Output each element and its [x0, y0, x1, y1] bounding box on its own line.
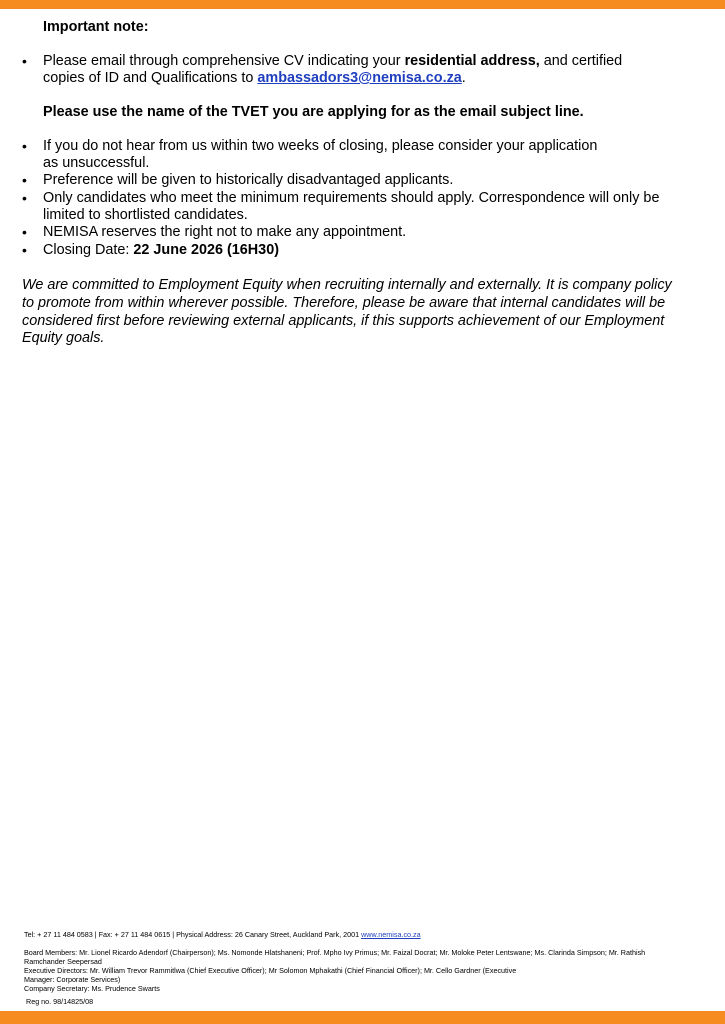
website-link[interactable]: www.nemisa.co.za: [361, 930, 421, 939]
bullet-icon: •: [22, 53, 27, 69]
footer-board-members: Board Members: Mr. Lionel Ricardo Adendorf (Chairperson); Ms. Nomonde Hlatshaneni; Prof. Mpho Ivy Primus; Mr. Faizal Docrat; Mr. Moloke Peter Lentswane; Ms. Clarinda Simpson; Mr. Rathish Ramchander Seepersad Executive Directors: Mr. William Trevor Rammitlwa (Chief Executive Officer); Mr Solomon Mphakathi (Chief Financial Officer); Mr. Cello Gardner (Executive Manager: Corporate Services) Company Secretary: Ms. Prudence Swarts: [24, 948, 646, 993]
footer-contact: Tel: + 27 11 484 0583 | Fax: + 27 11 484 0615 | Physical Address: 26 Canary Street, Auckland Park, 2001 www.nemisa.co.za: [24, 930, 421, 939]
bullet-icon: •: [22, 172, 27, 188]
bullet-icon: •: [22, 190, 27, 206]
footer-registration: Reg no. 98/14825/08: [26, 997, 94, 1006]
bullet-line: copies of ID and Qualifications to ambassadors3@nemisa.co.za.: [43, 70, 466, 86]
bottom-accent-bar: [0, 1011, 725, 1024]
top-accent-bar: [0, 0, 725, 9]
bullet-line: Please email through comprehensive CV indicating your residential address, and certified: [43, 53, 623, 69]
bullet-icon: •: [22, 138, 27, 154]
bullet-icon: •: [22, 242, 27, 258]
important-note-heading: Important note:: [43, 19, 149, 35]
email-link[interactable]: ambassadors3@nemisa.co.za: [257, 70, 462, 86]
closing-date-label: Closing Date:: [43, 242, 134, 258]
closing-date-value: 22 June 2026 (16H30): [133, 242, 279, 258]
bullet-icon: •: [22, 224, 27, 240]
employment-equity-statement: We are committed to Employment Equity when recruiting internally and externally. It is company policy to promote from within wherever possible. Therefore, please be aware that internal candidates will be considered first before reviewing external applicants, if this supports achievement of our Employment Equity goals.: [22, 277, 672, 347]
